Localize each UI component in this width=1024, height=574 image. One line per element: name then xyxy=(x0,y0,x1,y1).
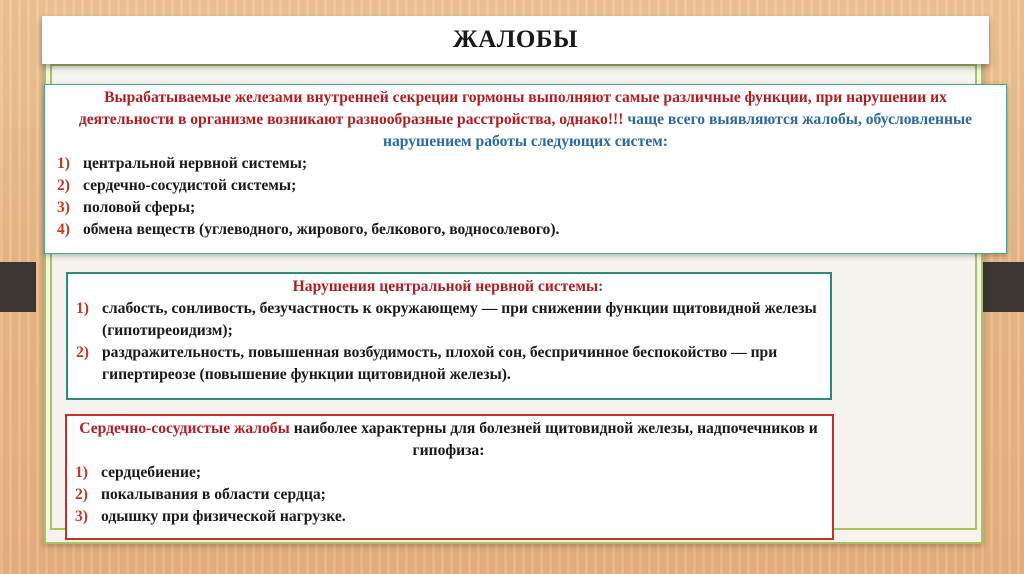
list-item xyxy=(75,462,822,484)
list-text: обмена веществ (углеводного, жирового, белкового, водносолевого). xyxy=(83,221,560,238)
systems-list xyxy=(57,153,994,241)
list-item xyxy=(76,298,820,342)
list-item xyxy=(57,153,994,175)
list-number: 1) xyxy=(75,464,88,481)
cardio-list xyxy=(75,462,822,528)
list-text: слабость, сонливость, безучастность к окружающему — при снижении функции щитовидной железы (гипотиреоидизм); xyxy=(102,300,817,339)
list-number: 1) xyxy=(76,300,89,317)
list-item xyxy=(57,175,994,197)
cardio-heading xyxy=(75,418,822,462)
cns-list xyxy=(76,298,820,386)
list-text: центральной нервной системы; xyxy=(83,155,308,172)
list-number: 1) xyxy=(57,155,70,172)
list-number: 2) xyxy=(75,486,88,503)
cardio-heading-red: Сердечно-сосудистые жалобы xyxy=(79,420,290,437)
cns-heading-text: Нарушения центральной нервной системы xyxy=(292,278,599,295)
list-text: сердечно-сосудистой системы; xyxy=(83,177,297,194)
list-number: 4) xyxy=(57,221,70,238)
intro-box xyxy=(44,84,1007,254)
list-number: 3) xyxy=(75,508,88,525)
dark-side-bar-left xyxy=(0,262,36,312)
intro-paragraph xyxy=(57,87,994,153)
list-text: покалывания в области сердца; xyxy=(101,486,326,503)
cns-heading xyxy=(76,276,820,298)
cns-heading-colon: : xyxy=(598,278,604,295)
list-item xyxy=(57,219,994,241)
list-number: 2) xyxy=(76,344,89,361)
list-item xyxy=(76,342,820,386)
list-number: 2) xyxy=(57,177,70,194)
cardio-heading-rest: наиболее характерны для болезней щитовидной железы, надпочечников и гипофиза: xyxy=(289,420,818,459)
list-text: одышку при физической нагрузке. xyxy=(101,508,346,525)
cns-box xyxy=(66,272,832,400)
intro-blue-colon: : xyxy=(662,133,668,150)
list-text: половой сферы; xyxy=(83,199,196,216)
intro-blue-text: чаще всего выявляются жалобы, обусловленные нарушением работы следующих систем xyxy=(383,111,973,150)
cardio-box xyxy=(65,414,834,540)
list-number: 3) xyxy=(57,199,70,216)
list-item xyxy=(75,506,822,528)
slide-title: ЖАЛОБЫ xyxy=(453,26,578,53)
list-item xyxy=(57,197,994,219)
list-text: раздражительность, повышенная возбудимость, плохой сон, беспричинное беспокойство — при гипертиреозе (повышение функции щитовидной железы). xyxy=(102,344,778,383)
title-box xyxy=(42,16,989,64)
intro-red-text: Вырабатываемые железами внутренней секреции гормоны выполняют самые различные функции, при нарушении их деятельности в организме возникают разнообразные расстройства, однако!!! xyxy=(78,89,947,128)
list-item xyxy=(75,484,822,506)
list-text: сердцебиение; xyxy=(101,464,202,481)
